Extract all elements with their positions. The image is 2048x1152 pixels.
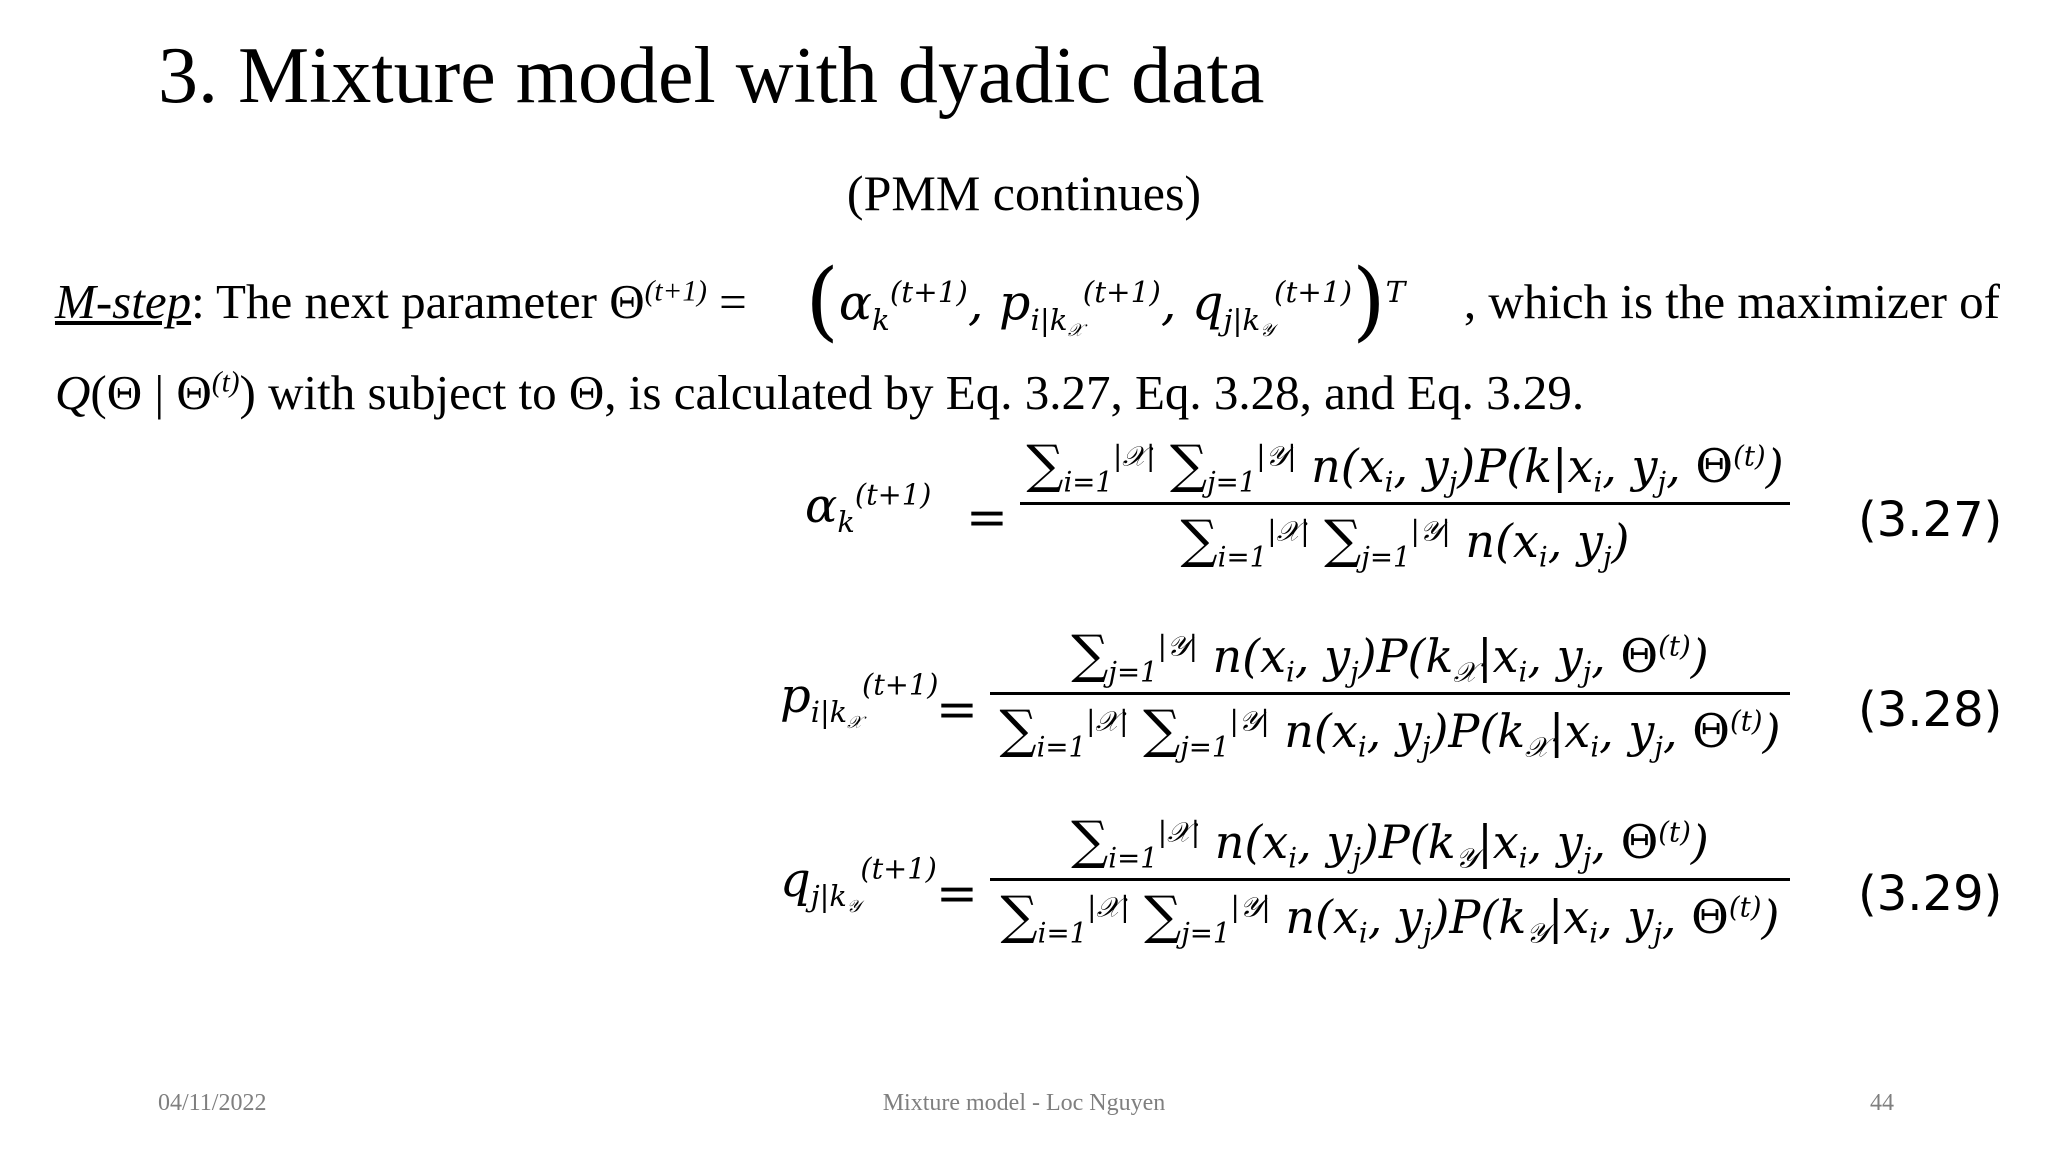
mstep-label: M-step [55,273,192,329]
eq329-number: (3.29) [1858,866,2003,922]
footer-date: 04/11/2022 [158,1090,267,1116]
eq328-fraction: $\sum_{j=1}^{|𝒴|}$ $n(x_i$, $y_j)P(k_𝒳|x_i$, $y_j$, $\Theta^{(t)}$) $\sum_{i=1}^{|𝒳|}$ $\sum_{j=1}^{|𝒴|}$ $n(x_i$, $y_j)P(k_𝒳|x_i$, $y_j$, $\Theta^{(t)}$) [990,626,1790,761]
eq327-fraction: $\sum_{i=1}^{|𝒳|}$ $\sum_{j=1}^{|𝒴|}$ $n(x_i$, $y_j)P(k|x_i$, $y_j$, $\Theta^{(t)}$) $\sum_{i=1}^{|𝒳|}$ $\sum_{j=1}^{|𝒴|}$ $n(x_i$, $y_j$) [1020,436,1790,571]
eq327-lhs: $\alpha_k^{(t+1)}$ [805,477,932,540]
mstep-paragraph-line2: Q(Θ | $\Theta^{(t)}$) with subject to Θ, is calculated by Eq. 3.27, Eq. 3.28, and Eq. 3.29. [55,365,1585,420]
footer-page-number: 44 [1870,1090,1894,1116]
eq328-equals: = [936,680,978,738]
eq327-number: (3.27) [1858,492,2003,548]
eq329-lhs: $q_{j|k_𝒴}^{(t+1)}$ [780,851,937,918]
slide-title: 3. Mixture model with dyadic data [158,32,1265,120]
slide-subtitle: (PMM continues) [846,165,1202,221]
footer-title: Mixture model - Loc Nguyen [882,1090,1166,1116]
eq329-equals: = [936,864,978,922]
theta-vector-formula: ($\alpha_k^{(t+1)}$, $p_{i|k_𝒳}^{(t+1)}$, $q_{j|k_𝒴}^{(t+1)})^T$ [805,251,1406,351]
eq329-fraction: $\sum_{i=1}^{|𝒳|}$ $n(x_i$, $y_j)P(k_𝒴|x_i$, $y_j$, $\Theta^{(t)}$) $\sum_{i=1}^{|𝒳|}$ $\sum_{j=1}^{|𝒴|}$ $n(x_i$, $y_j)P(k_𝒴|x_i$, $y_j$, $\Theta^{(t)}$) [990,812,1790,947]
eq327-equals: = [966,488,1008,546]
eq328-lhs: $p_{i|k_𝒳}^{(t+1)}$ [780,667,939,734]
eq328-number: (3.28) [1858,682,2003,738]
mstep-intro: M-step: The next parameter $\Theta^{(t+1)}$ = [55,273,747,329]
mstep-paragraph-line1 [55,251,2000,351]
mstep-tail: , which is the maximizer of [1463,273,2000,329]
